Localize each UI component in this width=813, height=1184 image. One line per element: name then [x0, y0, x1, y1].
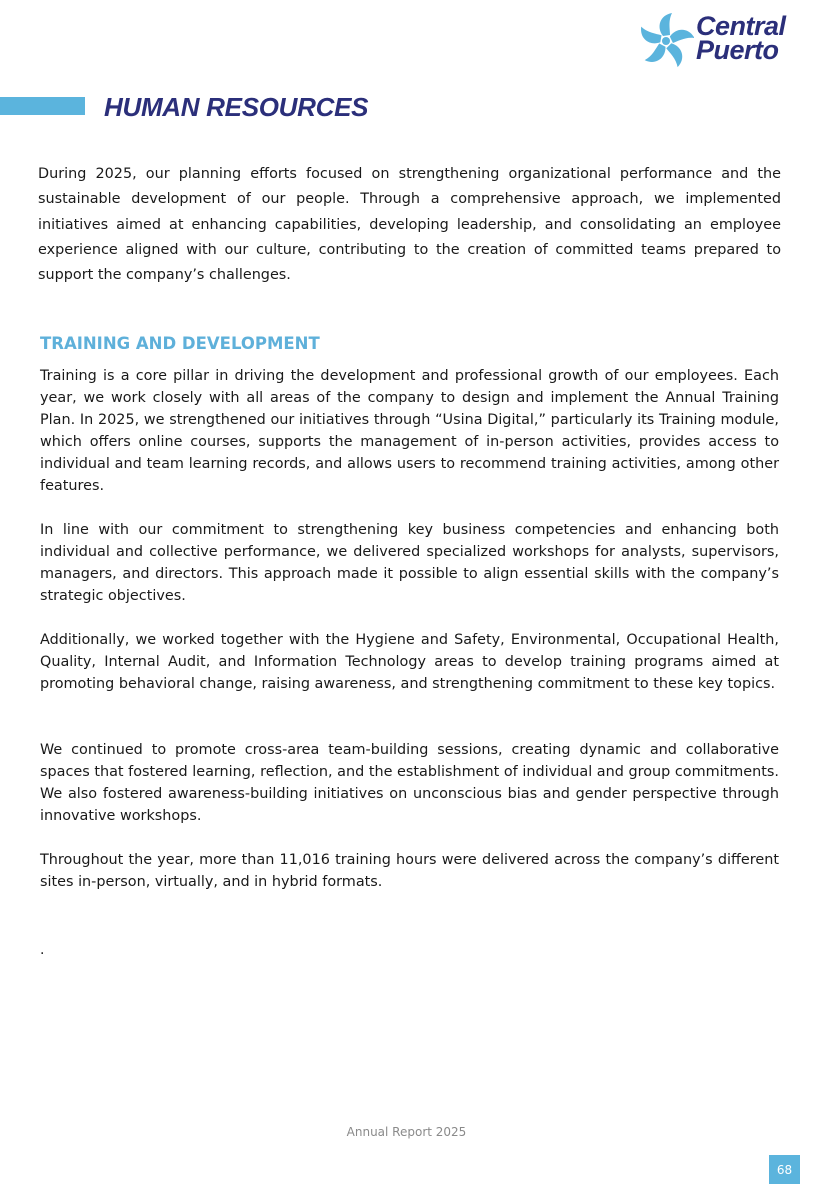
pinwheel-logo-icon: [640, 12, 694, 70]
company-logo: [640, 12, 800, 74]
logo-line-1: Central: [696, 11, 786, 41]
trailing-mark: .: [40, 942, 45, 958]
logo-wordmark: [696, 11, 786, 65]
page-number-badge: 68: [769, 1155, 800, 1184]
training-paragraph-2: In line with our commitment to strengthening key business competencies and enhancing both individual and collective performance, we delivered specialized workshops for analysts, supervisors, managers, and directors. This approach made it possible to align essential skills with the company’s strategic objectives.: [40, 522, 779, 604]
training-section-title: TRAINING AND DEVELOPMENT: [40, 334, 320, 353]
training-paragraph-5: Throughout the year, more than 11,016 training hours were delivered across the company’s different sites in-person, virtually, and in hybrid formats.: [40, 852, 779, 890]
training-paragraph-1: Training is a core pillar in driving the development and professional growth of our employees. Each year, we work closely with all areas of the company to design and implement the Annual Training Plan. In 2025, we strengthened our initiatives through “Usina Digital,” particularly its Training module, which offers online courses, supports the management of in-person activities, provides access to individual and team learning records, and allows users to recommend training activities, among other features.: [40, 368, 779, 494]
training-paragraph-4: We continued to promote cross-area team-building sessions, creating dynamic and collaborative spaces that fostered learning, reflection, and the establishment of individual and group commitments. We also fostered awareness-building initiatives on unconscious bias and gender perspective through innovative workshops.: [40, 742, 779, 824]
logo-line-2: Puerto: [696, 35, 779, 65]
intro-paragraph: During 2025, our planning efforts focused on strengthening organizational performance and the sustainable development of our people. Through a comprehensive approach, we implemented initiatives aimed at enhancing capabilities, developing leadership, and consolidating an employee experience aligned with our culture, contributing to the creation of committed teams prepared to support the company’s challenges.: [38, 166, 781, 284]
page-title: HUMAN RESOURCES: [104, 92, 369, 122]
footer-label: Annual Report 2025: [346, 1125, 467, 1139]
training-paragraph-3: Additionally, we worked together with the Hygiene and Safety, Environmental, Occupational Health, Quality, Internal Audit, and Information Technology areas to develop training programs aimed at promoting behavioral change, raising awareness, and strengthening commitment to these key topics.: [40, 632, 779, 692]
title-accent-bar: [0, 97, 85, 115]
